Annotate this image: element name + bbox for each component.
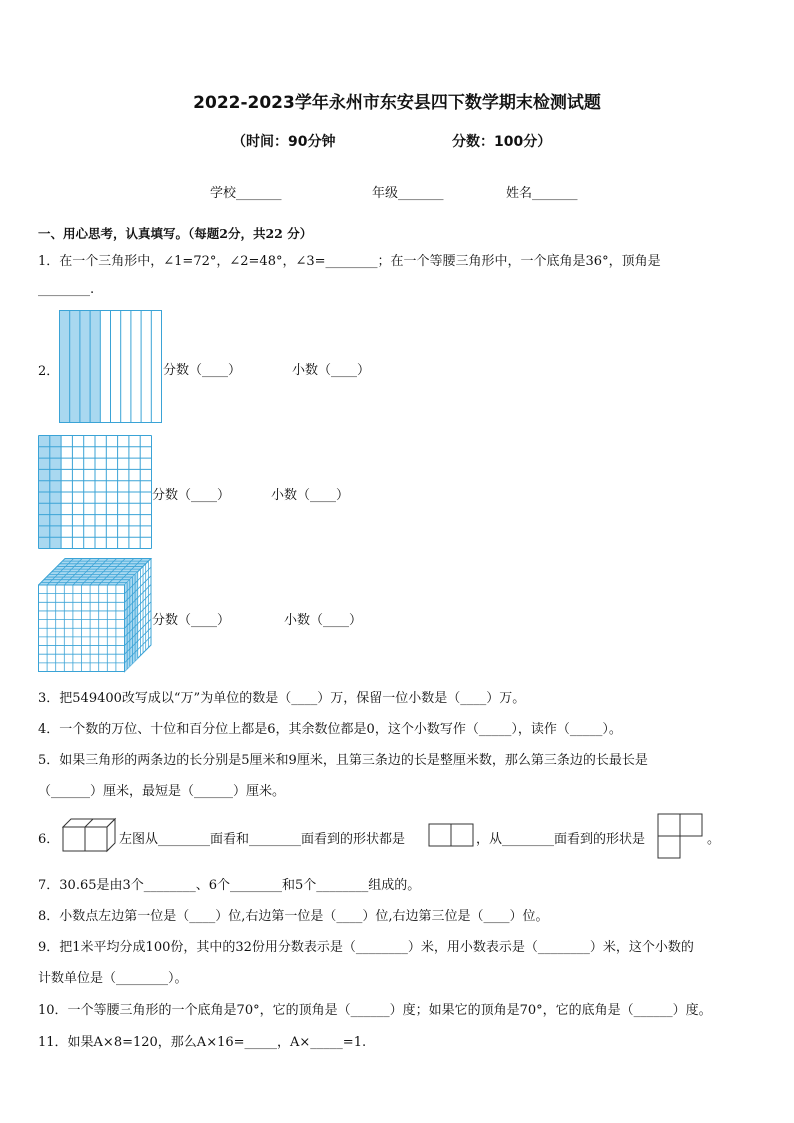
two-squares-shape bbox=[428, 823, 474, 847]
grade-field: 年级_______ bbox=[372, 186, 444, 201]
cube-stack-figure bbox=[62, 817, 118, 853]
grid-fraction-figure bbox=[38, 435, 153, 550]
question-3: 3．把549400改写成以“万”为单位的数是（____）万，保留一位小数是（____）万。 bbox=[38, 691, 526, 706]
question-10: 10．一个等腰三角形的一个底角是70°，它的顶角是（______）度；如果它的顶角是70°，它的底角是（______）度。 bbox=[38, 1003, 712, 1018]
q2c-fraction-blank: 分数（____） bbox=[152, 613, 231, 628]
exam-time: （时间：90分钟 bbox=[232, 134, 336, 150]
question-11: 11．如果A×8=120，那么A×16=_____，A×_____=1. bbox=[38, 1035, 367, 1050]
question-6-text-a: 左图从________面看和________面看到的形状都是 bbox=[119, 832, 406, 847]
name-field: 姓名_______ bbox=[506, 186, 578, 201]
question-5-line-1: 5．如果三角形的两条边的长分别是5厘米和9厘米，且第三条边的长是整厘米数，那么第三条边的长最长是 bbox=[38, 753, 648, 768]
section-heading: 一、用心思考，认真填写。（每题2分，共22 分） bbox=[38, 226, 313, 241]
strip-fraction-figure bbox=[59, 310, 163, 424]
question-8: 8．小数点左边第一位是（____）位,右边第一位是（____）位,右边第三位是（____）位。 bbox=[38, 909, 549, 924]
question-6-text-b: ，从________面看到的形状是 bbox=[476, 832, 646, 847]
cube-fraction-figure bbox=[38, 558, 153, 673]
question-1-line-1: 1．在一个三角形中，∠1=72°，∠2=48°，∠3=________；在一个等腰三角形中，一个底角是36°，顶角是 bbox=[38, 254, 661, 269]
question-9-line-2: 计数单位是（________）。 bbox=[38, 971, 188, 986]
exam-score: 分数：100分） bbox=[452, 134, 552, 150]
question-9-line-1: 9．把1米平均分成100份，其中的32份用分数表示是（________）米，用小数表示是（________）米，这个小数的 bbox=[38, 940, 694, 955]
q2b-fraction-blank: 分数（____） bbox=[152, 488, 231, 503]
question-2-number: 2． bbox=[38, 364, 60, 379]
question-4: 4．一个数的万位、十位和百分位上都是6，其余数位都是0，这个小数写作（_____），读作（_____）。 bbox=[38, 722, 622, 737]
school-field: 学校_______ bbox=[210, 186, 282, 201]
question-5-line-2: （______）厘米，最短是（______）厘米。 bbox=[38, 784, 286, 799]
l-shape bbox=[657, 813, 703, 859]
question-7: 7．30.65是由3个________、6个________和5个________组成的。 bbox=[38, 878, 421, 893]
page-title: 2022-2023学年永州市东安县四下数学期末检测试题 bbox=[193, 93, 601, 113]
q2a-fraction-blank: 分数（____） bbox=[163, 363, 242, 378]
question-6-end: 。 bbox=[707, 832, 721, 847]
q2c-decimal-blank: 小数（____） bbox=[284, 613, 363, 628]
q2a-decimal-blank: 小数（____） bbox=[292, 363, 371, 378]
question-6-number: 6． bbox=[38, 832, 60, 847]
q2b-decimal-blank: 小数（____） bbox=[271, 488, 350, 503]
question-1-line-2: ________. bbox=[38, 282, 95, 297]
